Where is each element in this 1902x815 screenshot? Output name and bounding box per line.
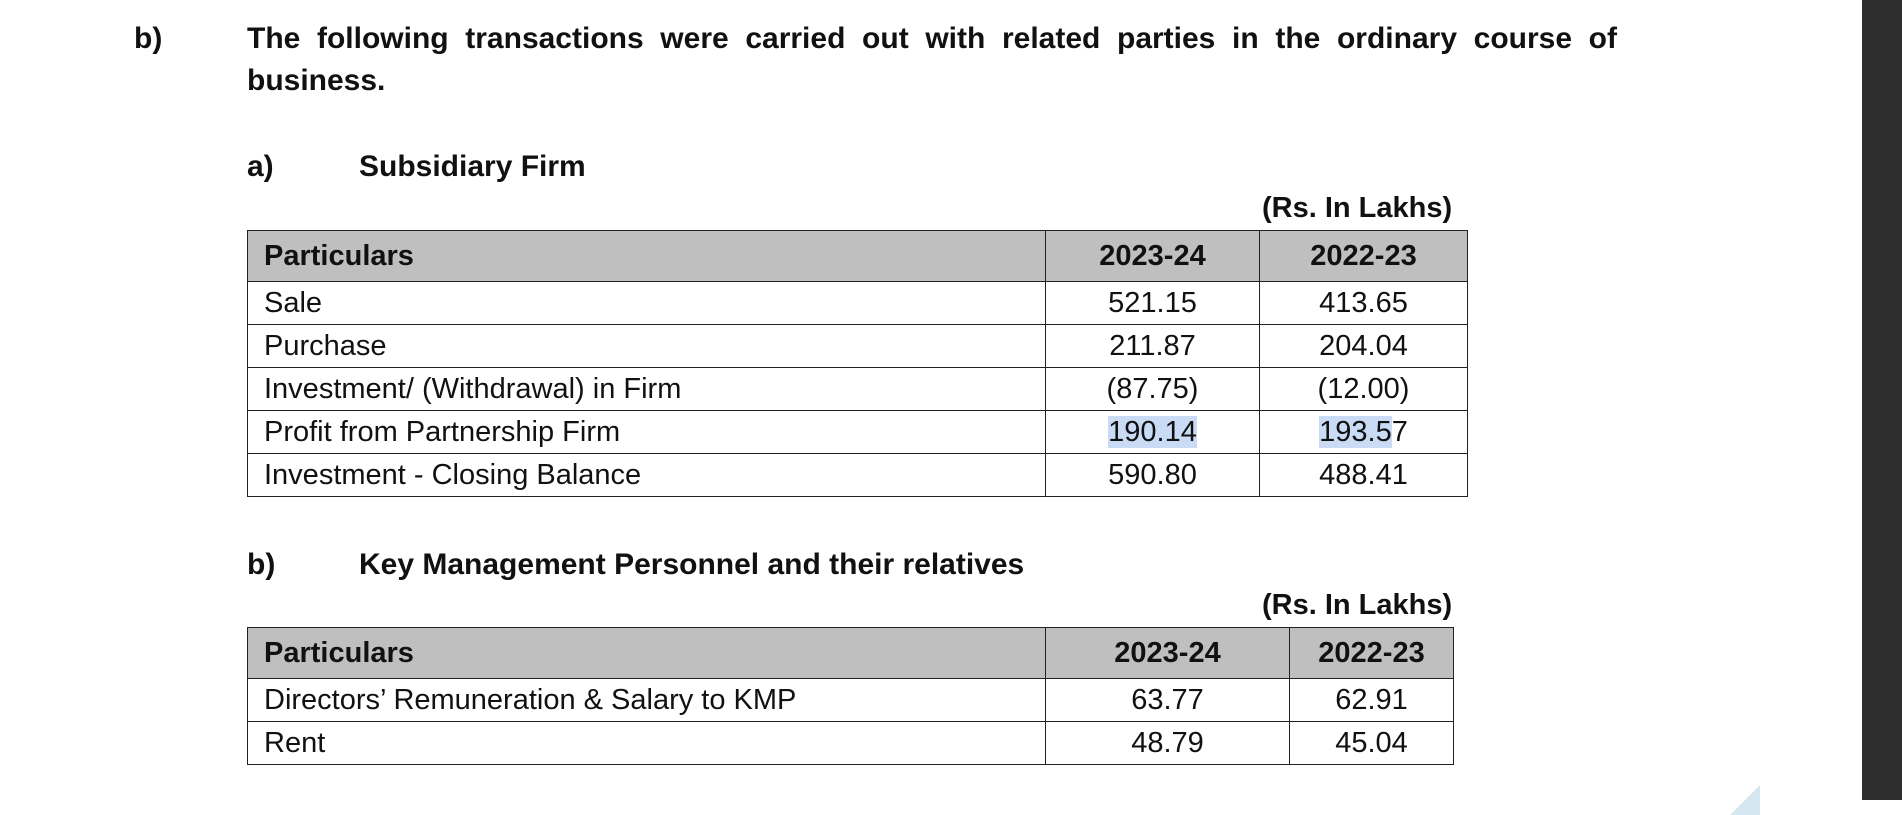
selected-text[interactable]: 190.14: [1108, 415, 1197, 448]
section-b-title: Key Management Personnel and their relatives: [359, 548, 1025, 581]
table-header-row: [248, 628, 1454, 679]
kmp-table: [247, 627, 1454, 765]
column-header-particulars: Particulars: [248, 231, 1046, 282]
table-header-row: [248, 231, 1468, 282]
value-2023-24[interactable]: (87.75): [1046, 368, 1260, 411]
value-2022-23[interactable]: 413.65: [1260, 282, 1468, 325]
intro-marker: b): [134, 22, 163, 55]
column-header-2022-23: 2022-23: [1260, 231, 1468, 282]
value-2022-23[interactable]: 488.41: [1260, 454, 1468, 497]
table-row: [248, 679, 1454, 722]
row-label[interactable]: Profit from Partnership Firm: [248, 411, 1046, 454]
page-corner-decoration: [1730, 785, 1760, 815]
section-a-marker: a): [247, 150, 274, 183]
value-2022-23[interactable]: (12.00): [1260, 368, 1468, 411]
column-header-particulars: Particulars: [248, 628, 1046, 679]
table-row: [248, 282, 1468, 325]
column-header-2022-23: 2022-23: [1290, 628, 1454, 679]
column-header-2023-24: 2023-24: [1046, 231, 1260, 282]
row-label[interactable]: Sale: [248, 282, 1046, 325]
table-row: [248, 368, 1468, 411]
value-2023-24[interactable]: 63.77: [1046, 679, 1290, 722]
section-b-marker: b): [247, 548, 276, 581]
value-2023-24[interactable]: 521.15: [1046, 282, 1260, 325]
row-label[interactable]: Purchase: [248, 325, 1046, 368]
value-2023-24[interactable]: [1046, 411, 1260, 454]
row-label[interactable]: Investment - Closing Balance: [248, 454, 1046, 497]
table-row: [248, 411, 1468, 454]
value-2022-23[interactable]: 45.04: [1290, 722, 1454, 765]
table-row: [248, 454, 1468, 497]
table-row: [248, 722, 1454, 765]
vertical-scrollbar[interactable]: [1862, 0, 1902, 800]
value-2022-23[interactable]: [1260, 411, 1468, 454]
value-2022-23[interactable]: 62.91: [1290, 679, 1454, 722]
value-2023-24[interactable]: 48.79: [1046, 722, 1290, 765]
section-a-unit: (Rs. In Lakhs): [1262, 192, 1453, 224]
value-2023-24[interactable]: 211.87: [1046, 325, 1260, 368]
row-label[interactable]: Rent: [248, 722, 1046, 765]
section-b-unit: (Rs. In Lakhs): [1262, 589, 1453, 621]
value-2023-24[interactable]: 590.80: [1046, 454, 1260, 497]
subsidiary-firm-table: [247, 230, 1468, 497]
column-header-2023-24: 2023-24: [1046, 628, 1290, 679]
section-a-title: Subsidiary Firm: [359, 150, 586, 183]
row-label[interactable]: Directors’ Remuneration & Salary to KMP: [248, 679, 1046, 722]
intro-paragraph: The following transactions were carried out with related parties in the ordinary course of business.: [247, 22, 1617, 97]
selected-text[interactable]: 193.5: [1319, 415, 1392, 448]
value-2022-23[interactable]: 204.04: [1260, 325, 1468, 368]
table-row: [248, 325, 1468, 368]
unselected-text[interactable]: 7: [1391, 415, 1408, 448]
row-label[interactable]: Investment/ (Withdrawal) in Firm: [248, 368, 1046, 411]
